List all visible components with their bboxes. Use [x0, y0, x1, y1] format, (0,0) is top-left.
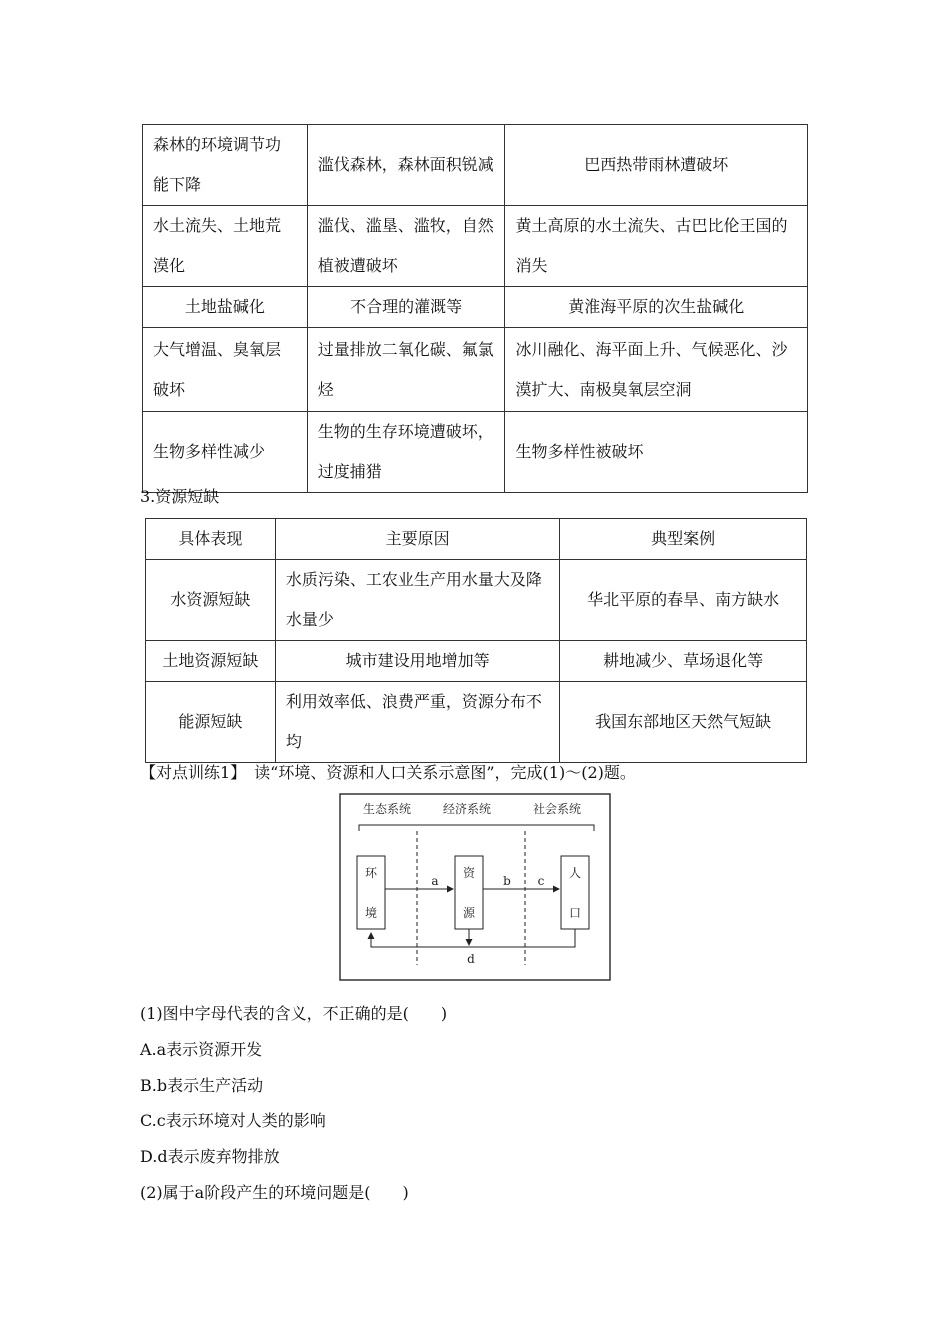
table-cell: 能源短缺 [146, 682, 276, 763]
table-cell: 水质污染、工农业生产用水量大及降水量少 [275, 560, 560, 641]
table-row [143, 412, 808, 493]
table-row [146, 560, 807, 641]
column-header: 主要原因 [275, 519, 560, 560]
label-d: d [467, 952, 475, 966]
table-cell: 巴西热带雨林遭破坏 [505, 125, 808, 206]
label-c: c [537, 874, 545, 888]
label-a: a [431, 874, 439, 888]
table-row [143, 328, 808, 412]
column-header: 典型案例 [560, 519, 807, 560]
table-header-row [146, 519, 807, 560]
environment-resource-population-diagram [339, 793, 611, 981]
table-row [143, 287, 808, 328]
question-1: (1)图中字母代表的含义，不正确的是( ) [140, 1004, 448, 1023]
table-cell: 土地盐碱化 [143, 287, 308, 328]
table-cell: 冰川融化、海平面上升、气候恶化、沙漠扩大、南极臭氧层空洞 [505, 328, 808, 412]
resource-shortage-table [145, 518, 807, 763]
table-cell: 利用效率低、浪费严重，资源分布不均 [275, 682, 560, 763]
label-b: b [503, 874, 511, 888]
option-c: C.c表示环境对人类的影响 [140, 1111, 326, 1130]
table-cell: 黄土高原的水土流失、古巴比伦王国的消失 [505, 206, 808, 287]
table-cell: 生物的生存环境遭破坏，过度捕猎 [307, 412, 505, 493]
table-cell: 华北平原的春旱、南方缺水 [560, 560, 807, 641]
table-cell: 水资源短缺 [146, 560, 276, 641]
question-2: (2)属于a阶段产生的环境问题是( ) [140, 1183, 409, 1202]
system-label-society: 社会系统 [532, 802, 582, 816]
section-title: 3.资源短缺 [140, 487, 220, 506]
table-cell: 耕地减少、草场退化等 [560, 641, 807, 682]
option-d: D.d表示废弃物排放 [140, 1147, 280, 1166]
option-b: B.b表示生产活动 [140, 1076, 264, 1095]
table-cell: 滥伐森林，森林面积锐减 [307, 125, 505, 206]
table-cell: 城市建设用地增加等 [275, 641, 560, 682]
table-row [143, 125, 808, 206]
exercise-intro: 【对点训练1】 读“环境、资源和人口关系示意图”，完成(1)～(2)题。 [140, 763, 636, 782]
column-header: 具体表现 [146, 519, 276, 560]
option-a: A.a表示资源开发 [140, 1040, 263, 1059]
box-resources-char: 资源 [462, 866, 476, 920]
table-row [146, 682, 807, 763]
table-cell: 水土流失、土地荒漠化 [143, 206, 308, 287]
table-cell: 土地资源短缺 [146, 641, 276, 682]
table-cell: 森林的环境调节功能下降 [143, 125, 308, 206]
table-cell: 我国东部地区天然气短缺 [560, 682, 807, 763]
box-population-char: 人口 [568, 866, 582, 920]
table-row [146, 641, 807, 682]
table-cell: 大气增温、臭氧层破坏 [143, 328, 308, 412]
system-label-economy: 经济系统 [442, 802, 492, 816]
table-cell: 滥伐、滥垦、滥牧，自然植被遭破坏 [307, 206, 505, 287]
table-row [143, 206, 808, 287]
box-environment-char: 环境 [364, 866, 378, 920]
table-cell: 过量排放二氧化碳、氟氯烃 [307, 328, 505, 412]
table-cell: 生物多样性减少 [143, 412, 308, 493]
table-cell: 黄淮海平原的次生盐碱化 [505, 287, 808, 328]
environment-problems-table [142, 124, 808, 493]
system-label-ecology: 生态系统 [362, 802, 412, 816]
table-cell: 生物多样性被破坏 [505, 412, 808, 493]
table-cell: 不合理的灌溉等 [307, 287, 505, 328]
